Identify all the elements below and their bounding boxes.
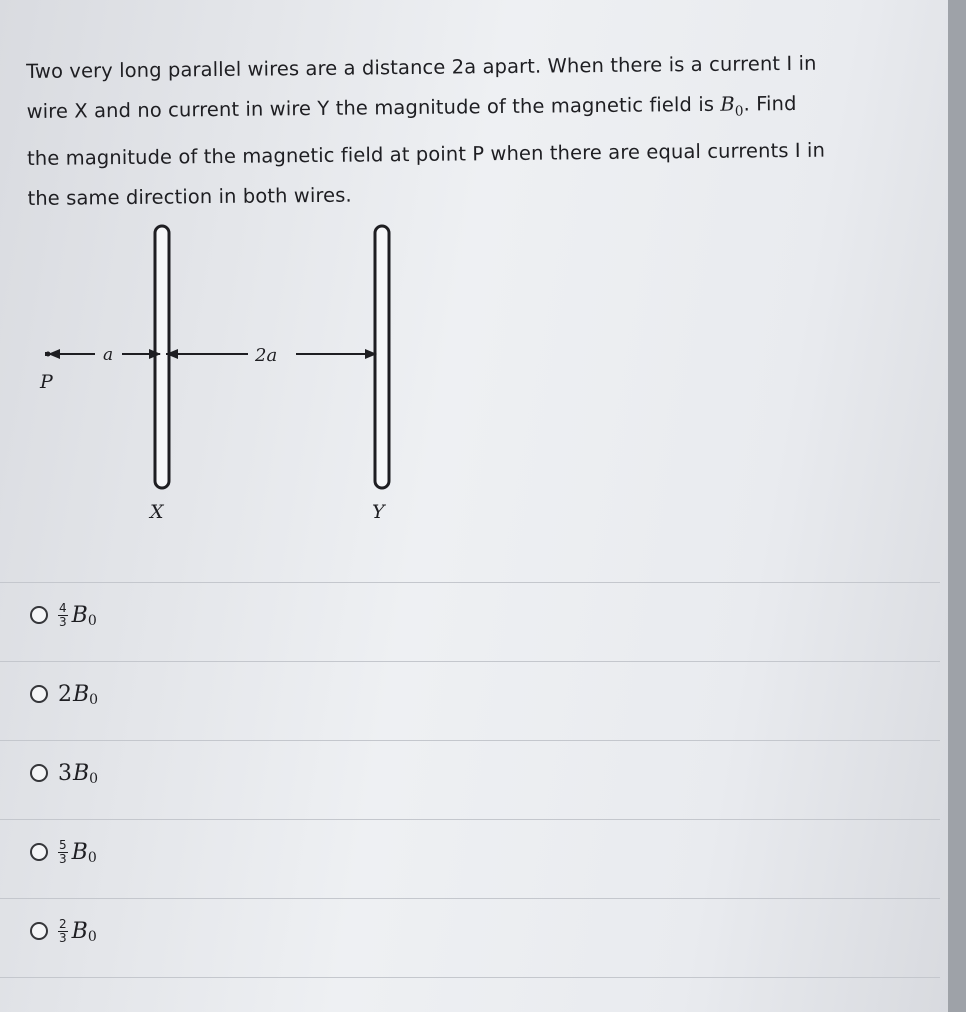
wire-y xyxy=(375,226,389,488)
point-p-dot xyxy=(46,352,51,357)
wire-y-label: Y xyxy=(372,501,385,523)
answer-option-4[interactable] xyxy=(0,819,940,898)
answer-options xyxy=(0,582,940,978)
question-line-2-end: . Find xyxy=(743,91,797,116)
b-symbol: B xyxy=(71,602,88,628)
fraction-numerator: 2 xyxy=(59,916,67,931)
dimension-2a-label: 2a xyxy=(255,345,278,366)
fraction xyxy=(58,918,68,945)
b-subscript: 0 xyxy=(87,929,97,945)
coefficient: 3 xyxy=(58,760,72,786)
question-line-3: the magnitude of the magnetic field at point P when there are equal currents I in xyxy=(26,138,826,170)
wire-x xyxy=(155,226,169,488)
wires-diagram xyxy=(0,210,460,540)
point-p-label: P xyxy=(40,371,53,393)
answer-option-2[interactable] xyxy=(0,661,940,740)
radio-button[interactable] xyxy=(30,606,48,624)
question-line-2-text: wire X and no current in wire Y the magnitude of the magnetic field is xyxy=(26,92,715,123)
wire-x-label: X xyxy=(150,501,164,523)
radio-button[interactable] xyxy=(30,922,48,940)
dimension-a-label: a xyxy=(103,345,114,365)
b0-symbol-sub: 0 xyxy=(734,103,744,120)
answer-option-label xyxy=(58,913,97,949)
fraction-denominator: 3 xyxy=(59,930,67,945)
fraction-numerator: 4 xyxy=(59,600,67,615)
answer-option-3[interactable] xyxy=(0,740,940,819)
b-symbol: B xyxy=(71,839,88,865)
b-subscript: 0 xyxy=(89,692,99,708)
answer-option-label xyxy=(58,597,97,633)
question-text xyxy=(26,43,928,219)
answer-option-label xyxy=(58,676,98,712)
b-subscript: 0 xyxy=(87,850,97,866)
question-line-4: the same direction in both wires. xyxy=(27,183,352,210)
answer-option-1[interactable] xyxy=(0,582,940,661)
answer-option-label xyxy=(58,755,98,791)
answer-option-label xyxy=(58,834,97,870)
answer-option-5[interactable] xyxy=(0,898,940,978)
b-subscript: 0 xyxy=(89,771,99,787)
fraction-denominator: 3 xyxy=(59,614,67,629)
fraction xyxy=(58,602,68,629)
b-symbol: B xyxy=(71,918,88,944)
radio-button[interactable] xyxy=(30,843,48,861)
b0-symbol-letter: B xyxy=(720,92,735,116)
radio-button[interactable] xyxy=(30,685,48,703)
fraction xyxy=(58,839,68,866)
b-subscript: 0 xyxy=(87,613,97,629)
question-line-1: Two very long parallel wires are a distance 2a apart. When there is a current I in xyxy=(26,51,817,83)
radio-button[interactable] xyxy=(30,764,48,782)
coefficient: 2 xyxy=(58,681,72,707)
b0-symbol xyxy=(720,92,744,120)
b-symbol: B xyxy=(73,760,90,786)
screen-edge xyxy=(948,0,966,1012)
fraction-denominator: 3 xyxy=(59,851,67,866)
b-symbol: B xyxy=(73,681,90,707)
fraction-numerator: 5 xyxy=(59,837,67,852)
